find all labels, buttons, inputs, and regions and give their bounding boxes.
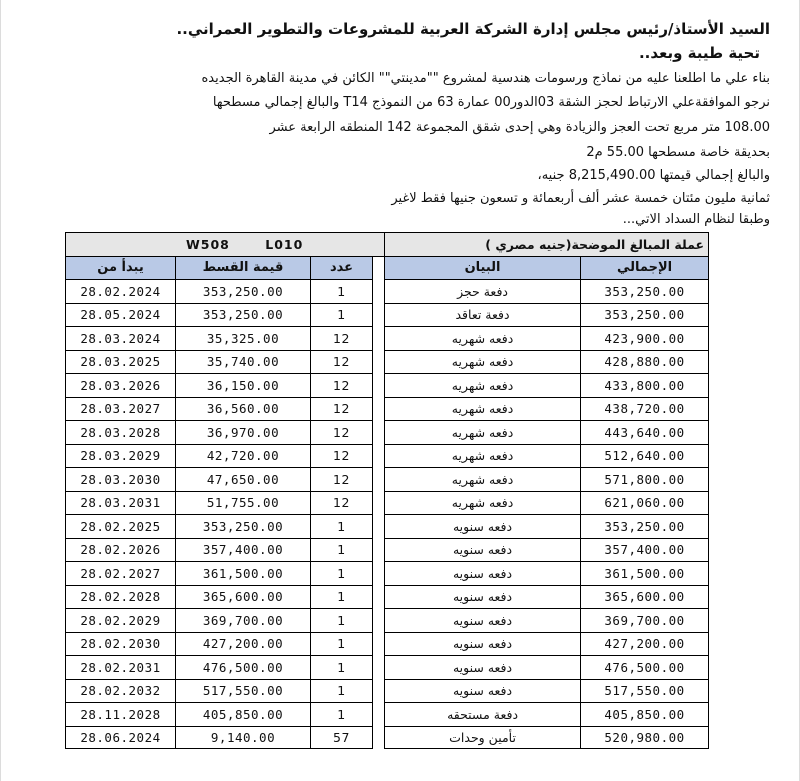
cell-installment: 353,250.00 — [176, 515, 311, 539]
cell-count: 1 — [311, 303, 373, 327]
column-gap — [373, 632, 385, 656]
column-gap — [373, 679, 385, 703]
cell-description: دفعه سنويه — [385, 656, 581, 680]
column-gap — [373, 562, 385, 586]
cell-count: 1 — [311, 280, 373, 304]
table-row — [66, 374, 709, 398]
cell-total: 423,900.00 — [581, 327, 709, 351]
cell-installment: 357,400.00 — [176, 538, 311, 562]
cell-installment: 476,500.00 — [176, 656, 311, 680]
table-row — [66, 468, 709, 492]
cell-description: دفعة حجز — [385, 280, 581, 304]
cell-installment: 361,500.00 — [176, 562, 311, 586]
cell-description: دفعه شهريه — [385, 491, 581, 515]
cell-installment: 51,755.00 — [176, 491, 311, 515]
cell-total: 405,850.00 — [581, 703, 709, 727]
cell-start: 28.02.2032 — [66, 679, 176, 703]
cell-description: دفعه شهريه — [385, 468, 581, 492]
cell-description: دفعه سنويه — [385, 538, 581, 562]
cell-description: تأمين وحدات — [385, 726, 581, 748]
cell-start: 28.02.2024 — [66, 280, 176, 304]
column-gap — [373, 538, 385, 562]
table-row — [66, 562, 709, 586]
letter-line-7: وطبقا لنظام السداد الاتي... — [622, 212, 770, 227]
cell-total: 361,500.00 — [581, 562, 709, 586]
cell-installment: 35,740.00 — [176, 350, 311, 374]
cell-start: 28.02.2027 — [66, 562, 176, 586]
header-installment: قيمة القسط — [176, 256, 311, 280]
cell-installment: 405,850.00 — [176, 703, 311, 727]
cell-total: 512,640.00 — [581, 444, 709, 468]
cell-count: 12 — [311, 421, 373, 445]
cell-count: 1 — [311, 562, 373, 586]
cell-installment: 353,250.00 — [176, 303, 311, 327]
cell-description: دفعه شهريه — [385, 421, 581, 445]
letter-line-3: 108.00 متر مربع تحت العجز والزيادة وهي إحدى شقق المجموعة 142 المنطقه الرابعة عشر — [269, 120, 770, 135]
cell-start: 28.03.2027 — [66, 397, 176, 421]
column-gap — [373, 280, 385, 304]
column-gap — [373, 491, 385, 515]
cell-installment: 9,140.00 — [176, 726, 311, 748]
cell-start: 28.03.2031 — [66, 491, 176, 515]
table-row — [66, 538, 709, 562]
cell-total: 357,400.00 — [581, 538, 709, 562]
cell-total: 353,250.00 — [581, 515, 709, 539]
cell-count: 1 — [311, 679, 373, 703]
column-gap — [373, 256, 385, 280]
cell-count: 1 — [311, 585, 373, 609]
cell-total: 476,500.00 — [581, 656, 709, 680]
cell-count: 1 — [311, 703, 373, 727]
header-total: الإجمالي — [581, 256, 709, 280]
letter-addressee: السيد الأستاذ/رئيس مجلس إدارة الشركة العربية للمشروعات والتطوير العمراني.. — [176, 20, 770, 38]
cell-total: 571,800.00 — [581, 468, 709, 492]
cell-total: 365,600.00 — [581, 585, 709, 609]
table-row — [66, 491, 709, 515]
cell-installment: 36,150.00 — [176, 374, 311, 398]
column-gap — [373, 421, 385, 445]
table-row — [66, 726, 709, 748]
cell-start: 28.05.2024 — [66, 303, 176, 327]
cell-description: دفعه شهريه — [385, 374, 581, 398]
cell-count: 12 — [311, 374, 373, 398]
cell-start: 28.11.2028 — [66, 703, 176, 727]
table-row — [66, 327, 709, 351]
cell-description: دفعه سنويه — [385, 562, 581, 586]
cell-description: دفعه شهريه — [385, 350, 581, 374]
cell-total: 621,060.00 — [581, 491, 709, 515]
cell-total: 369,700.00 — [581, 609, 709, 633]
table-row — [66, 421, 709, 445]
cell-description: دفعه سنويه — [385, 632, 581, 656]
column-gap — [373, 303, 385, 327]
cell-installment: 36,970.00 — [176, 421, 311, 445]
cell-total: 353,250.00 — [581, 303, 709, 327]
cell-description: دفعة مستحقه — [385, 703, 581, 727]
table-header-row — [66, 256, 709, 280]
cell-description: دفعه شهريه — [385, 397, 581, 421]
table-row — [66, 609, 709, 633]
cell-start: 28.03.2030 — [66, 468, 176, 492]
currency-label: عملة المبالغ الموضحة(جنيه مصري ) — [385, 233, 709, 257]
column-gap — [373, 656, 385, 680]
column-gap — [373, 327, 385, 351]
cell-installment: 42,720.00 — [176, 444, 311, 468]
cell-total: 433,800.00 — [581, 374, 709, 398]
cell-total: 517,550.00 — [581, 679, 709, 703]
cell-start: 28.03.2028 — [66, 421, 176, 445]
cell-description: دفعه سنويه — [385, 515, 581, 539]
letter-line-5: والبالغ إجمالي قيمتها 8,215,490.00 جنيه، — [537, 168, 770, 183]
header-count: عدد — [311, 256, 373, 280]
cell-count: 57 — [311, 726, 373, 748]
letter-line-2: نرجو الموافقةعلي الارتباط لحجز الشقة 03الدور00 عمارة 63 من النموذج T14 والبالغ إجمالي مسطحها — [212, 95, 770, 110]
cell-count: 12 — [311, 350, 373, 374]
cell-count: 1 — [311, 609, 373, 633]
cell-start: 28.03.2024 — [66, 327, 176, 351]
table-row — [66, 444, 709, 468]
cell-count: 12 — [311, 397, 373, 421]
column-gap — [373, 585, 385, 609]
cell-start: 28.03.2029 — [66, 444, 176, 468]
table-row — [66, 397, 709, 421]
header-start: يبدأ من — [66, 256, 176, 280]
cell-start: 28.02.2025 — [66, 515, 176, 539]
reference-row — [66, 233, 709, 257]
table-row — [66, 280, 709, 304]
table-row — [66, 632, 709, 656]
column-gap — [373, 703, 385, 727]
cell-description: دفعه شهريه — [385, 444, 581, 468]
header-description: البيان — [385, 256, 581, 280]
column-gap — [373, 515, 385, 539]
cell-count: 12 — [311, 444, 373, 468]
cell-installment: 47,650.00 — [176, 468, 311, 492]
cell-installment: 353,250.00 — [176, 280, 311, 304]
column-gap — [373, 374, 385, 398]
cell-total: 520,980.00 — [581, 726, 709, 748]
column-gap — [373, 609, 385, 633]
payment-schedule-table — [65, 232, 709, 749]
table-row — [66, 585, 709, 609]
cell-count: 1 — [311, 632, 373, 656]
table-row — [66, 515, 709, 539]
column-gap — [373, 444, 385, 468]
cell-total: 428,880.00 — [581, 350, 709, 374]
table-body — [66, 280, 709, 749]
letter-line-1: بناء علي ما اطلعنا عليه من نماذج ورسومات هندسية لمشروع ""مدينتي"" الكائن في مدينة القاهرة الجديده — [201, 71, 770, 86]
column-gap — [373, 468, 385, 492]
column-gap — [373, 350, 385, 374]
letter-greeting: تحية طيبة وبعد.. — [638, 44, 760, 62]
column-gap — [373, 397, 385, 421]
cell-start: 28.02.2026 — [66, 538, 176, 562]
cell-start: 28.02.2029 — [66, 609, 176, 633]
cell-description: دفعة تعاقد — [385, 303, 581, 327]
table-row — [66, 656, 709, 680]
cell-start: 28.06.2024 — [66, 726, 176, 748]
cell-count: 12 — [311, 491, 373, 515]
cell-installment: 427,200.00 — [176, 632, 311, 656]
cell-description: دفعه سنويه — [385, 609, 581, 633]
cell-start: 28.02.2028 — [66, 585, 176, 609]
reference-codes: W508 L010 — [66, 233, 385, 257]
table-row — [66, 679, 709, 703]
cell-installment: 36,560.00 — [176, 397, 311, 421]
cell-count: 1 — [311, 538, 373, 562]
cell-total: 443,640.00 — [581, 421, 709, 445]
cell-count: 1 — [311, 656, 373, 680]
cell-total: 438,720.00 — [581, 397, 709, 421]
cell-start: 28.02.2031 — [66, 656, 176, 680]
letter-line-6: ثمانية مليون مئتان خمسة عشر ألف أربعمائة و تسعون جنيها فقط لاغير — [391, 191, 770, 206]
cell-start: 28.03.2026 — [66, 374, 176, 398]
cell-total: 353,250.00 — [581, 280, 709, 304]
cell-count: 1 — [311, 515, 373, 539]
column-gap — [373, 726, 385, 748]
letter-line-4: بحديقة خاصة مسطحها 55.00 م2 — [586, 145, 770, 160]
cell-total: 427,200.00 — [581, 632, 709, 656]
table-row — [66, 303, 709, 327]
cell-description: دفعه سنويه — [385, 585, 581, 609]
cell-count: 12 — [311, 468, 373, 492]
cell-installment: 517,550.00 — [176, 679, 311, 703]
table-row — [66, 350, 709, 374]
cell-description: دفعه سنويه — [385, 679, 581, 703]
cell-start: 28.02.2030 — [66, 632, 176, 656]
cell-installment: 35,325.00 — [176, 327, 311, 351]
cell-description: دفعه شهريه — [385, 327, 581, 351]
cell-installment: 369,700.00 — [176, 609, 311, 633]
table-row — [66, 703, 709, 727]
cell-installment: 365,600.00 — [176, 585, 311, 609]
cell-start: 28.03.2025 — [66, 350, 176, 374]
cell-count: 12 — [311, 327, 373, 351]
